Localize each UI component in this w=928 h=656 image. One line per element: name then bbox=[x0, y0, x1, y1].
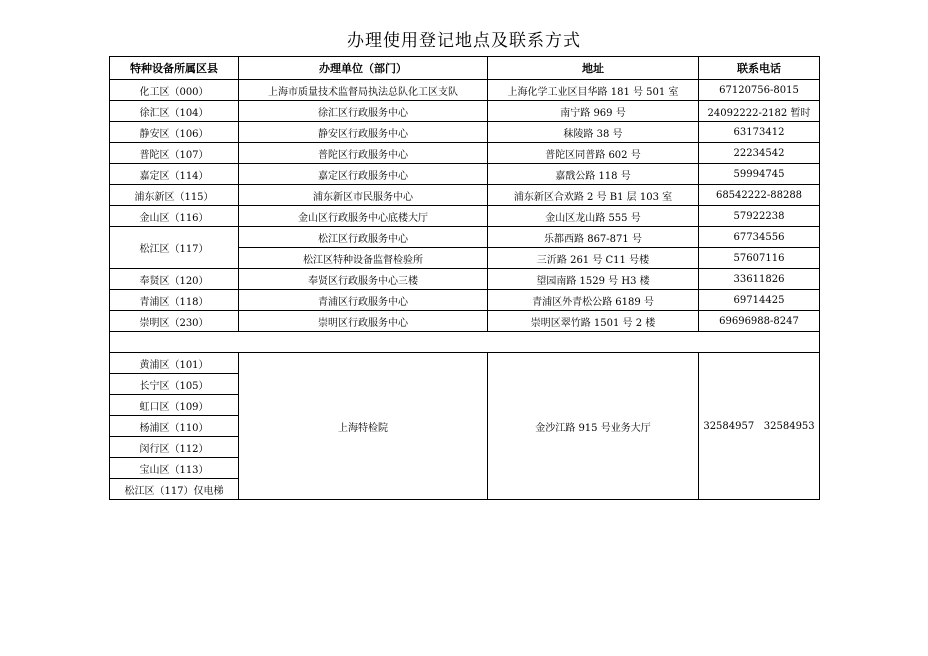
phone-cell: 69696988-8247 bbox=[699, 311, 820, 332]
phone-cell: 67120756-8015 bbox=[699, 80, 820, 101]
table-row bbox=[110, 101, 820, 122]
table-row bbox=[110, 164, 820, 185]
unit-cell: 普陀区行政服务中心 bbox=[239, 143, 488, 164]
unit-cell: 青浦区行政服务中心 bbox=[239, 290, 488, 311]
table-row bbox=[110, 80, 820, 101]
header-phone: 联系电话 bbox=[699, 57, 820, 80]
address-cell: 上海化学工业区目华路 181 号 501 室 bbox=[488, 80, 699, 101]
district-cell: 长宁区（105） bbox=[110, 374, 239, 395]
district-cell: 化工区（000） bbox=[110, 80, 239, 101]
district-cell: 杨浦区（110） bbox=[110, 416, 239, 437]
address-cell: 青浦区外青松公路 6189 号 bbox=[488, 290, 699, 311]
address-cell: 嘉戬公路 118 号 bbox=[488, 164, 699, 185]
unit-cell: 奉贤区行政服务中心三楼 bbox=[239, 269, 488, 290]
district-cell: 崇明区（230） bbox=[110, 311, 239, 332]
spacer-row bbox=[110, 332, 820, 353]
address-cell: 三沂路 261 号 C11 号楼 bbox=[488, 248, 699, 269]
district-cell: 徐汇区（104） bbox=[110, 101, 239, 122]
unit-cell: 嘉定区行政服务中心 bbox=[239, 164, 488, 185]
unit-cell: 崇明区行政服务中心 bbox=[239, 311, 488, 332]
phone-cell: 24092222-2182 暂时 bbox=[699, 101, 820, 122]
phone-cell: 57607116 bbox=[699, 248, 820, 269]
phone-cell: 63173412 bbox=[699, 122, 820, 143]
district-cell: 嘉定区（114） bbox=[110, 164, 239, 185]
header-unit: 办理单位（部门） bbox=[239, 57, 488, 80]
unit-cell: 徐汇区行政服务中心 bbox=[239, 101, 488, 122]
phone-cell: 68542222-88288 bbox=[699, 185, 820, 206]
table-row bbox=[110, 311, 820, 332]
unit-cell: 上海市质量技术监督局执法总队化工区支队 bbox=[239, 80, 488, 101]
address-cell: 金沙江路 915 号业务大厅 bbox=[488, 353, 699, 500]
table-row bbox=[110, 206, 820, 227]
district-cell: 奉贤区（120） bbox=[110, 269, 239, 290]
district-cell: 普陀区（107） bbox=[110, 143, 239, 164]
unit-cell: 松江区特种设备监督检验所 bbox=[239, 248, 488, 269]
phone-cell: 32584957 32584953 bbox=[699, 353, 820, 500]
table-row bbox=[110, 185, 820, 206]
table-row bbox=[110, 227, 820, 248]
phone-cell: 33611826 bbox=[699, 269, 820, 290]
empty-cell bbox=[110, 332, 820, 353]
district-cell: 黄浦区（101） bbox=[110, 353, 239, 374]
district-cell: 松江区（117）仅电梯 bbox=[110, 479, 239, 500]
unit-cell: 松江区行政服务中心 bbox=[239, 227, 488, 248]
phone-cell: 59994745 bbox=[699, 164, 820, 185]
address-cell: 崇明区翠竹路 1501 号 2 楼 bbox=[488, 311, 699, 332]
phone-cell: 22234542 bbox=[699, 143, 820, 164]
table-row bbox=[110, 353, 820, 374]
table-row bbox=[110, 269, 820, 290]
district-cell: 闵行区（112） bbox=[110, 437, 239, 458]
address-cell: 普陀区同普路 602 号 bbox=[488, 143, 699, 164]
district-cell: 虹口区（109） bbox=[110, 395, 239, 416]
phone-cell: 67734556 bbox=[699, 227, 820, 248]
address-cell: 秣陵路 38 号 bbox=[488, 122, 699, 143]
district-cell: 青浦区（118） bbox=[110, 290, 239, 311]
address-cell: 乐都西路 867-871 号 bbox=[488, 227, 699, 248]
address-cell: 望园南路 1529 号 H3 楼 bbox=[488, 269, 699, 290]
address-cell: 南宁路 969 号 bbox=[488, 101, 699, 122]
contact-table bbox=[109, 56, 820, 500]
header-district: 特种设备所属区县 bbox=[110, 57, 239, 80]
unit-cell: 金山区行政服务中心底楼大厅 bbox=[239, 206, 488, 227]
table-row bbox=[110, 122, 820, 143]
table-row bbox=[110, 143, 820, 164]
unit-cell: 静安区行政服务中心 bbox=[239, 122, 488, 143]
address-cell: 金山区龙山路 555 号 bbox=[488, 206, 699, 227]
table-row bbox=[110, 290, 820, 311]
header-address: 地址 bbox=[488, 57, 699, 80]
address-cell: 浦东新区合欢路 2 号 B1 层 103 室 bbox=[488, 185, 699, 206]
district-cell: 静安区（106） bbox=[110, 122, 239, 143]
phone-cell: 69714425 bbox=[699, 290, 820, 311]
unit-cell: 上海特检院 bbox=[239, 353, 488, 500]
district-cell: 金山区（116） bbox=[110, 206, 239, 227]
district-cell: 浦东新区（115） bbox=[110, 185, 239, 206]
district-cell: 宝山区（113） bbox=[110, 458, 239, 479]
page-title: 办理使用登记地点及联系方式 bbox=[347, 31, 581, 51]
phone-cell: 57922238 bbox=[699, 206, 820, 227]
district-cell: 松江区（117） bbox=[110, 227, 239, 269]
unit-cell: 浦东新区市民服务中心 bbox=[239, 185, 488, 206]
header-row bbox=[110, 57, 820, 80]
